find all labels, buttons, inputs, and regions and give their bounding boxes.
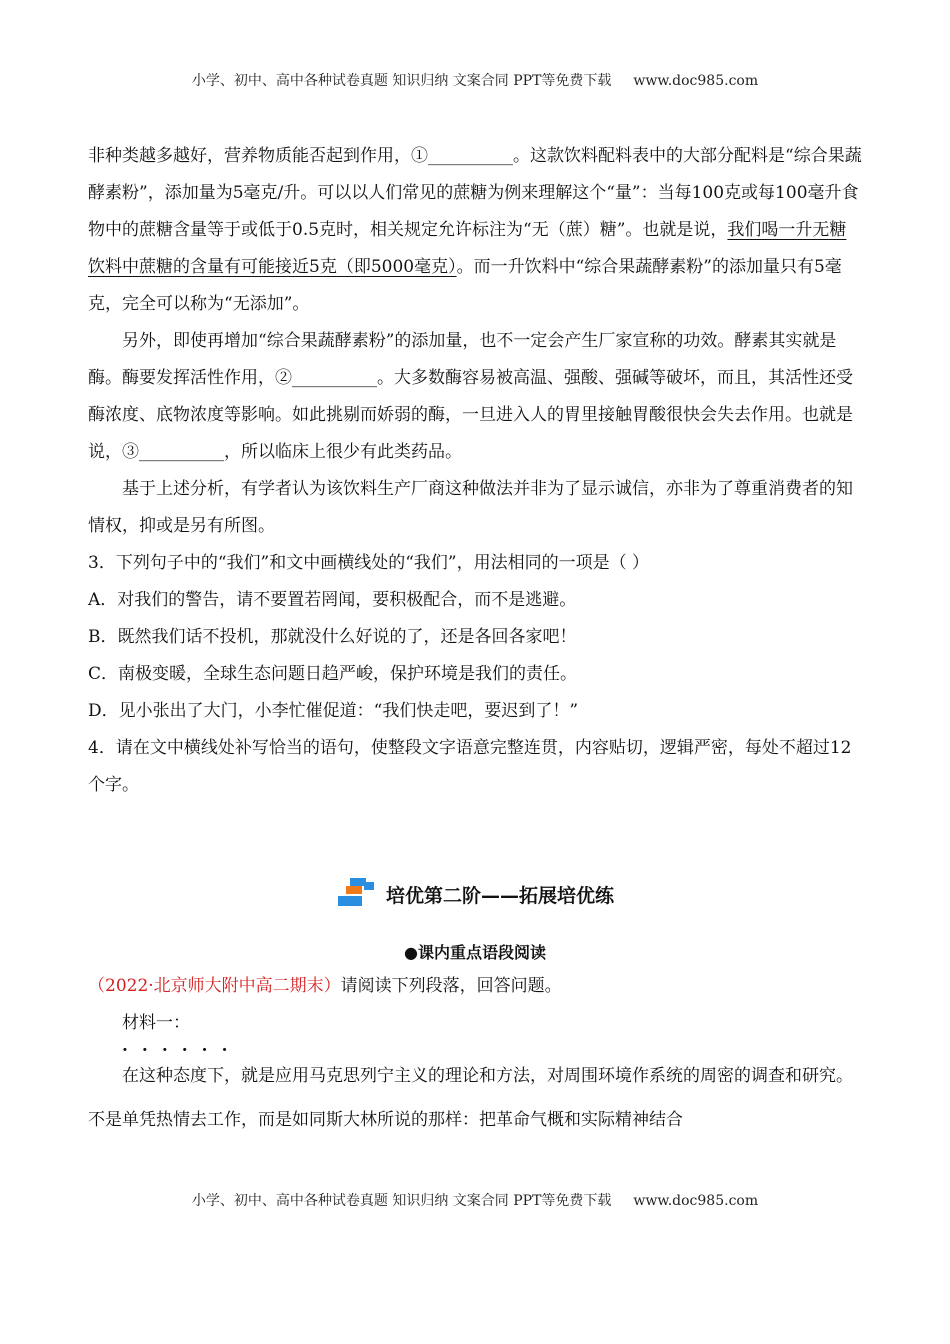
- passage: [88, 138, 863, 804]
- page-header: [0, 70, 950, 90]
- reading-section: [88, 968, 863, 1142]
- p2-text-a: 另外，即使再增加“综合果蔬酵素粉”的添加量，也不一定会产生厂家宣称的功效。酵素其实就是酶。酶要发挥活性作用，: [88, 331, 837, 388]
- blank-3: ③__________: [122, 442, 224, 462]
- option-c: C．南极变暖，全球生态问题日趋严峻，保护环境是我们的责任。: [88, 664, 578, 684]
- question-3: 3．下列句子中的“我们”和文中画横线处的“我们”，用法相同的一项是（ ）: [88, 553, 649, 573]
- footer-site[interactable]: www.doc985.com: [633, 1193, 759, 1209]
- header-text: 小学、初中、高中各种试卷真题 知识归纳 文案合同 PPT等免费下载: [191, 73, 612, 89]
- section-title: [0, 878, 950, 908]
- material-label: 材料一：: [122, 1013, 190, 1033]
- instruction-text: 请阅读下列段落，回答问题。: [340, 976, 562, 996]
- footer-text: 小学、初中、高中各种试卷真题 知识归纳 文案合同 PPT等免费下载: [191, 1193, 612, 1209]
- blank-2: ②__________: [275, 368, 377, 388]
- emphasis-dots: ......: [122, 1036, 242, 1056]
- passage-paragraph-1: [88, 138, 863, 323]
- subsection-title: ●课内重点语段阅读: [404, 943, 546, 962]
- section-logo-icon: [336, 878, 380, 908]
- underlined-sentence: 我们喝一升无糖饮料中蔗糖的含量有可能接近5克（即5000毫克）: [88, 220, 847, 277]
- header-site[interactable]: www.doc985.com: [633, 73, 759, 89]
- passage-paragraph-2: [88, 323, 863, 471]
- material-text: 在这种态度下，就是应用马克思列宁主义的理论和方法，对周围环境作系统的周密的调查和研究。不是单凭热情去工作，而是如同斯大林所说的那样：把革命气概和实际精神结合: [88, 1066, 853, 1130]
- p1-text-a: 非种类越多越好，营养物质能否起到作用，: [88, 146, 411, 166]
- p2-text-c: ，所以临床上很少有此类药品。: [224, 442, 462, 462]
- page-footer: [0, 1190, 950, 1210]
- p1-text-b: 。这款饮料配料表中的大部分配料是“综合果蔬酵素粉”，添加量为5毫克/升。可以以人们常见的蔗糖为例来理解这个“量”：当每100克或每100毫升食物中的蔗糖含量等于或低于0.5克时，相关规定允许标注为“无（蔗）糖”。也就是说，: [88, 146, 862, 240]
- question-4: 4．请在文中横线处补写恰当的语句，使整段文字语意完整连贯，内容贴切，逻辑严密，每处不超过12个字。: [88, 738, 852, 795]
- section-title-text: 培优第二阶——拓展培优练: [385, 885, 614, 907]
- option-d: D．见小张出了大门，小李忙催促道：“我们快走吧，要迟到了！”: [88, 701, 579, 721]
- p1-text-c: 。而一升饮料中“综合果蔬酵素粉”的添加量只有5毫克，完全可以称为“无添加”。: [88, 257, 842, 314]
- option-b: B．既然我们话不投机，那就没什么好说的了，还是各回各家吧！: [88, 627, 577, 647]
- passage-paragraph-3: 基于上述分析，有学者认为该饮料生产厂商这种做法并非为了显示诚信，亦非为了尊重消费者的知情权，抑或是另有所图。: [88, 479, 853, 536]
- source-line: [88, 968, 863, 1005]
- p2-text-b: 。大多数酶容易被高温、强酸、强碱等破坏，而且，其活性还受酶浓度、底物浓度等影响。如此挑剔而娇弱的酶，一旦进入人的胃里接触胃酸很快会失去作用。也就是说，: [88, 368, 853, 462]
- source-tag: （2022·北京师大附中高二期末）: [88, 976, 341, 996]
- blank-1: ①__________: [411, 146, 513, 166]
- option-a: A．对我们的警告，请不要置若罔闻，要积极配合，而不是逃避。: [88, 590, 577, 610]
